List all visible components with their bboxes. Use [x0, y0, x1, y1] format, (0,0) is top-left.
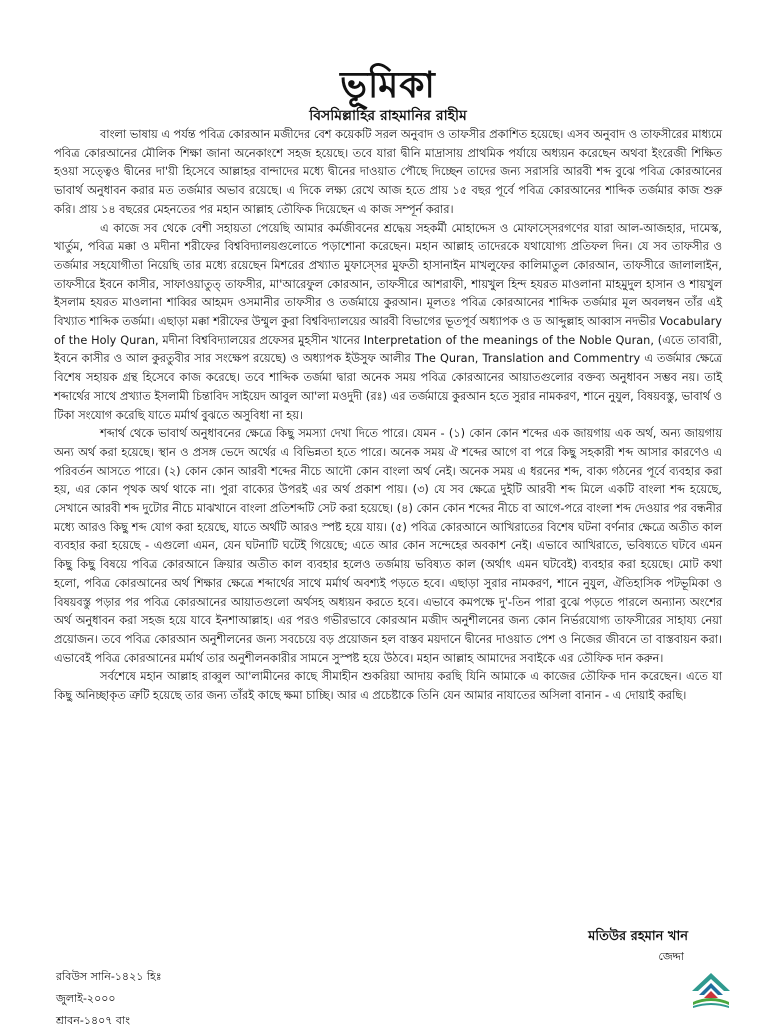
- publisher-logo-icon: [688, 970, 734, 1012]
- paragraph-intro: বাংলা ভাষায় এ পর্যন্ত পবিত্র কোরআন মজীদের বেশ কয়েকটি সরল অনুবাদ ও তাফসীর প্রকাশিত হয়েছে। এসব অনুবাদ ও তাফসীরের মাধ্যমে পবিত্র কোরআনের মৌলিক শিক্ষা জানা অনেকাংশে সহজ হয়েছে। তবে যারা দ্বীনি মাদ্রাসায় প্রাথমিক পর্যায়ে অধ্যয়ন করেছেন অথবা ইংরেজী শিক্ষিত হওয়া সত্ত্বেও দ্বীনের দা'য়ী হিসেবে আল্লাহর বান্দাদের মধ্যে দ্বীনের দাওয়াত পৌছে দিচ্ছেন তাদের জন্য সরাসরি আরবী শব্দ বুঝে পবিত্র কোরআনের ভাবার্থ অনুধাবন করার মত তর্জমার অভাব রয়েছে। এ দিকে লক্ষ্য রেখে আজ হতে প্রায় ১৫ বছর পূর্বে পবিত্র কোরআনের শাব্দিক তর্জমার কাজ শুরু করি। প্রায় ১৪ বছরের মেহনতের পর মহান আল্লাহ তৌফিক দিয়েছেন এ কাজ সম্পূর্ন করার।: [54, 128, 722, 216]
- page-title: ভূমিকা: [340, 64, 436, 106]
- date-hijri: রবিউস সানি-১৪২১ হিঃ: [56, 970, 162, 983]
- body-text: [54, 126, 722, 706]
- paragraph-method: শব্দার্থ থেকে ভাবার্থ অনুধাবনের ক্ষেত্রে কিছু সমস্যা দেখা দিতে পারে। যেমন - (১) কোন কোন শব্দের এক জায়গায় এক অর্থ, অন্য জায়গায় অন্য অর্থ করা হয়েছে। স্থান ও প্রসঙ্গ ভেদে অর্থের এ বিভিন্নতা হতে পারে। অনেক সময় ঐ শব্দের আগে বা পরে কিছু সহকারী শব্দ আসার কারণেও এ পরিবর্তন আসতে পারে। (২) কোন কোন আরবী শব্দের নীচে আদৌ কোন বাংলা অর্থ নেই। অনেক সময় এ ধরনের শব্দ, বাক্য গঠনের পূর্বে ব্যবহার করা হয়, এর কোন পৃথক অর্থ থাকে না। পুরা বাক্যের উপরই এর অর্থ প্রকাশ পায়। (৩) যে সব ক্ষেত্রে দুইটি আরবী শব্দ মিলে একটি বাংলা শব্দ হয়েছে, সেখানে আরবী শব্দ দুটোর নীচে মাঝখানে বাংলা প্রতিশব্দটি সেট করা হয়েছে। (৪) কোন কোন শব্দের নীচে বা আগে-পরে বাংলা শব্দ দেওয়ার পর বন্ধনীর মধ্যে আরও কিছু শব্দ যোগ করা হয়েছে, যাতে অর্থটি আরও স্পষ্ট হয়ে যায়। (৫) পবিত্র কোরআনে আখিরাতের বিশেষ ঘটনা বর্ণনার ক্ষেত্রে অতীত কাল ব্যবহার করা হয়েছে - এগুলো এমন, যেন ঘটনাটি ঘটেই গিয়েছে; এতে আর কোন সন্দেহের অবকাশ নেই। এভাবে আখিরাতে, ভবিষ্যতে ঘটবে এমন কিছু কিছু বিষয়ে পবিত্র কোরআনে ক্রিয়ার অতীত কাল ব্যবহার হলেও তর্জমায় ভবিষ্যত কাল (অর্থাৎ এমন ঘটবেই) ব্যবহার করা হয়েছে। মোট কথা হলো, পবিত্র কোরআনের অর্থ শিক্ষার ক্ষেত্রে শব্দার্থের সাথে মর্মার্থ অবশ্যই পড়তে হবে। এছাড়া সুরার নামকরণ, শানে নুযুল, ঐতিহাসিক পটভূমিকা ও বিষয়বস্তু পড়ার পর পবিত্র কোরআনের আয়াতগুলো অর্থসহ অধ্যয়ন করতে হবে। এভাবে কমপক্ষে দু'-তিন পারা বুঝে পড়তে পারলে অন্যান্য অংশের অর্থ অনুধাবন করা সহজ হয়ে যাবে ইনশাআল্লাহ। এর পরও গভীরভাবে কোরআন মজীদ অনুশীলনের জন্য কোন নির্ভরযোগ্য তাফসীরের সাহায্য নেয়া প্রয়োজন। তবে পবিত্র কোরআন অনুশীলনের জন্য সবচেয়ে বড় প্রয়োজন হল বাস্তব ময়দানে দ্বীনের দাওয়াত পেশ ও নিজের জীবনে তা বাস্তবায়ন করা। এভাবেই পবিত্র কোরআনের মর্মার্থ তার অনুশীলনকারীর সামনে সুস্পষ্ট হয়ে উঠবে। মহান আল্লাহ আমাদের সবাইকে এর তৌফিক দান করুন।: [54, 427, 722, 665]
- page-subtitle: বিসমিল্লাহির রাহমানির রাহীম: [309, 108, 467, 124]
- date-gregorian: জুলাই-২০০০: [56, 992, 116, 1005]
- author-place: জেদ্দা: [658, 950, 684, 963]
- date-block: [56, 966, 162, 1032]
- date-bangla: শ্রাবন-১৪০৭ বাং: [56, 1014, 130, 1027]
- paragraph-closing: সর্বশেষে মহান আল্লাহ রাব্বুল আ'লামীনের কাছে সীমাহীন শুকরিয়া আদায় করছি যিনি আমাকে এ কাজের তৌফিক দান করেছেন। এতে যা কিছু অনিচ্ছাকৃত ত্রুটি হয়েছে তার জন্য তাঁরই কাছে ক্ষমা চাচ্ছি। আর এ প্রচেষ্টাকে তিনি যেন আমার নাযাতের অসিলা বানান - এ দোয়াই করছি।: [54, 670, 722, 703]
- paragraph-sources: এ কাজে সব থেকে বেশী সহায়তা পেয়েছি আমার কর্মজীবনের শ্রদ্ধেয় সহকর্মী মোহাদ্দেস ও মোফাস্সেরগণের যারা আল-আজহার, দামেস্ক, খার্তুম, পবিত্র মক্কা ও মদীনা শরীফের বিশ্ববিদ্যালয়গুলোতে পড়াশোনা করেছেন। মহান আল্লাহ তাদেরকে যথাযোগ্য প্রতিফল দিন। যে সব তাফসীর ও তর্জমার সহযোগীতা নিয়েছি তার মধ্যে রয়েছেন মিশরের প্রখ্যাত মুফাস্সের মুফতী হাসানাইন মাখলুফের কালিমাতুল কোরআন, তাফসীরে জালালাইন, তাফসীরে ইবনে কাসীর, সাফাওয়াতুত্ তাফসীর, মা'আরেফুল কোরআন, তাফসীরে আশরাফী, শায়খুল হিন্দ হযরত মাওলানা মাহমুদুল হাসান ও শায়খুল ইসলাম হযরত মাওলানা শাব্বির আহমদ ওসমানীর তাফসীর ও তর্জমায়ে কুরআন। মূলতঃ পবিত্র কোরআনের শাব্দিক তর্জমার মূল অবলম্বন তাঁর এই বিখ্যাত শাব্দিক তর্জমা। এছাড়া মক্কা শরীফের উম্মুল কুরা বিশ্ববিদ্যালয়ের আরবী বিভাগের ভূতপূর্ব অধ্যাপক ও ড আব্দুল্লাহ আব্বাস নদভীর Vocabulary of the Holy Quran, মদীনা বিশ্ববিদ্যালয়ের প্রফেসর মুহসীন খানের Interpretation of the meanings of the Noble Quran, (এতে তাবারী, ইবনে কাসীর ও আল কুরতুবীর সার সংক্ষেপ রয়েছে) ও অধ্যাপক ইউসুফ আলীর The Quran, Translation and Commentry এ তর্জমার ক্ষেত্রে বিশেষ সহায়ক গ্রন্থ হিসেবে কাজ করেছে। তবে শাব্দিক তর্জমা দ্বারা অনেক সময় পবিত্র কোরআনের আয়াতগুলোর বক্তব্য অনুধাবন সম্ভব নয়। তাই শব্দার্থের সাথে প্রখ্যাত ইসলামী চিন্তাবিদ সাইয়েদ আবুল আ'লা মওদুদী (রঃ) এর তর্জমায়ে কুরআন হতে সুরার নামকরণ, শানে নুযুল, বিষয়বস্তু, ভাবার্থ ও টিকা সংযোগ করেছি যাতে মর্মার্থ বুঝতে অসুবিধা না হয়।: [54, 221, 722, 422]
- author-signature: মতিউর রহমান খান: [588, 929, 688, 944]
